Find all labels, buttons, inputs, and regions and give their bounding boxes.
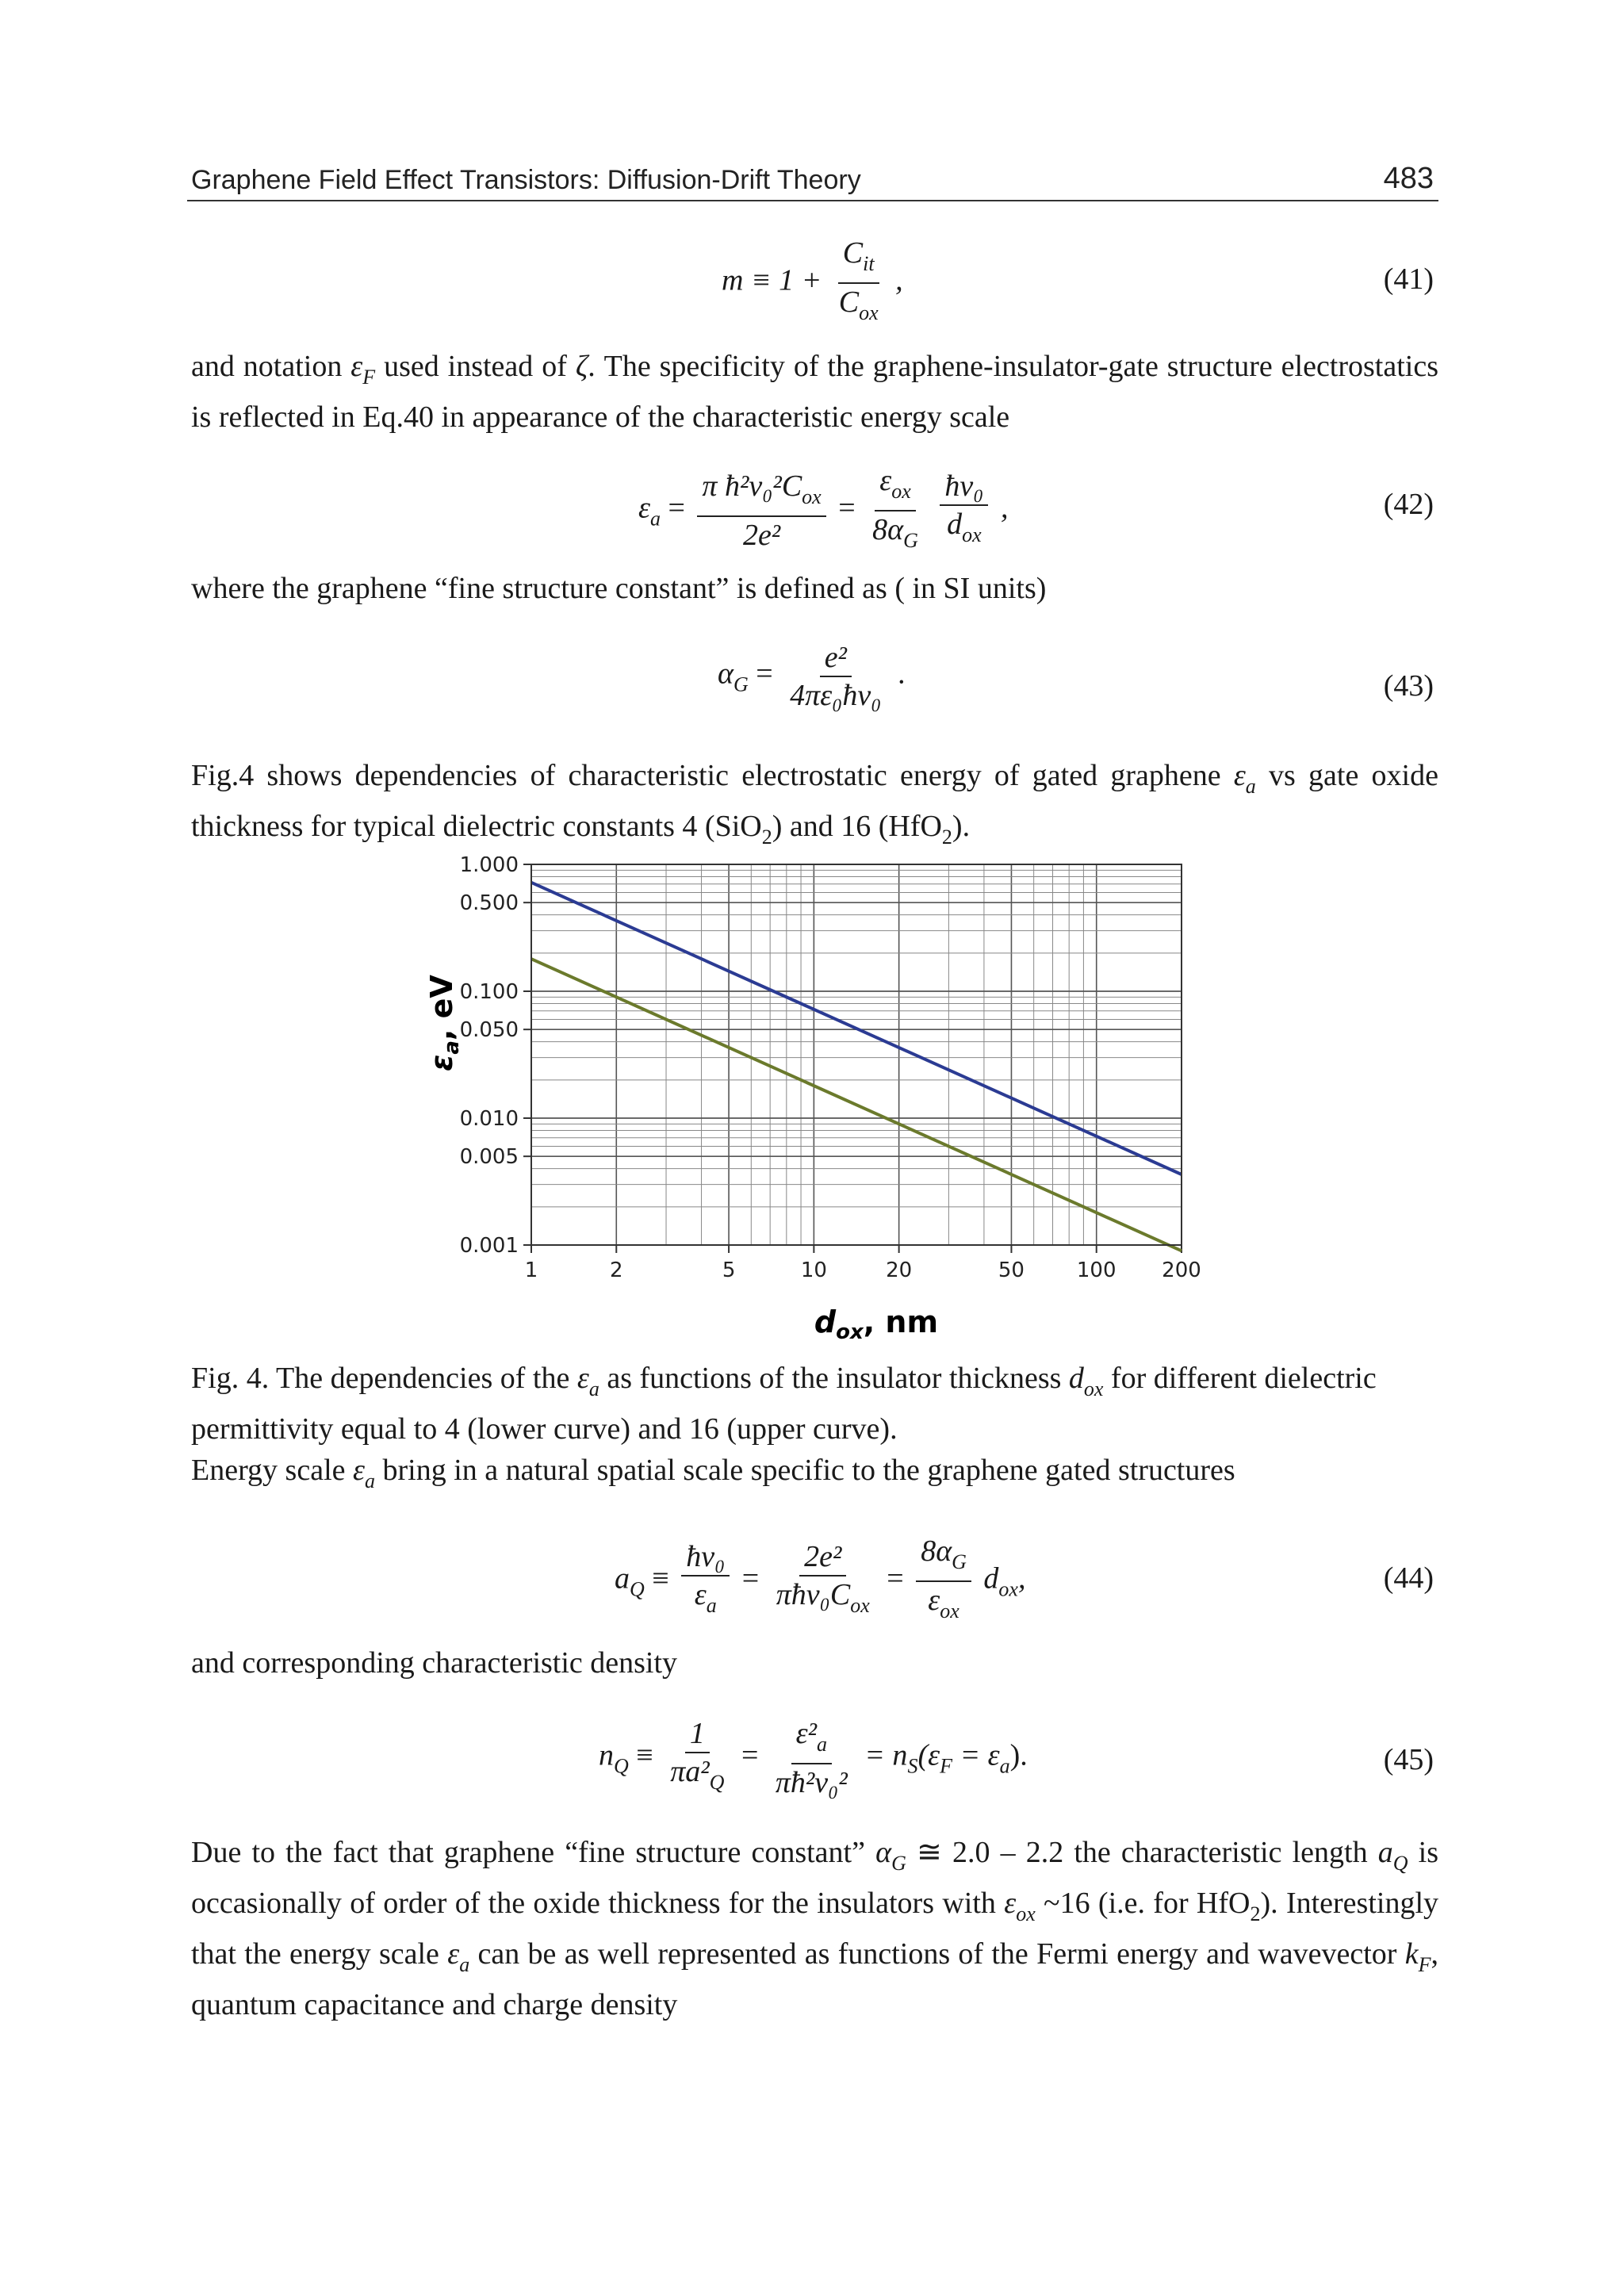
equation-45: $n_Q$ ≡ $\frac{1}{\pi a^2_Q}$ = $\frac{\varepsilon^2_a}{\text{πħ²v₀²}}$ = $n_S(\varepsilon_F = \varepsilon_a)$. <box>599 1717 1028 1799</box>
header-rule <box>187 200 1438 201</box>
paragraph-5: and corresponding characteristic density <box>191 1646 678 1680</box>
equation-41: m ≡ 1 + $\frac{C_{it}}{C_{ox}}$ , <box>722 236 903 324</box>
x-tick-label: 20 <box>886 1259 913 1282</box>
y-tick-label: 0.001 <box>459 1234 519 1258</box>
x-tick-label: 1 <box>524 1259 538 1282</box>
equation-number-41: (41) <box>1383 262 1434 296</box>
y-tick-label: 0.005 <box>459 1145 519 1170</box>
figure-4-chart <box>412 856 1213 1348</box>
x-tick-label: 200 <box>1162 1259 1201 1282</box>
paragraph-4: Energy scale $\varepsilon_a$ bring in a natural spatial scale specific to the graphene gated structures <box>191 1454 1235 1492</box>
x-tick-label: 5 <box>722 1259 736 1282</box>
y-tick-label: 1.000 <box>459 856 519 877</box>
paragraph-1: and notation $\varepsilon_F$ used instead of ζ. The specificity of the graphene-insulator-gate structure electrostatics is reflected in Eq.40 in appearance of the characteristic energy scale <box>191 350 1439 434</box>
y-tick-label: 0.010 <box>459 1107 519 1131</box>
equation-43: $\alpha_G$ = $\frac{\text{e²}}{\text{4πε₀ħv₀}}$ . <box>718 641 906 712</box>
paragraph-6: Due to the fact that graphene “fine structure constant” $\alpha_G$ ≅ 2.0 – 2.2 the characteristic length $a_Q$ is occasionally of order of the oxide thickness for the insulators with $\varepsilon_{ox}$ ~16 (i.e. for HfO$_2$). Interestingly that the energy scale $\varepsilon_a$ can be as well represented as functions of the Fermi energy and wavevector $k_F$, quantum capacitance and charge density <box>191 1836 1439 2021</box>
plot-frame <box>531 864 1182 1245</box>
running-title: Graphene Field Effect Transistors: Diffusion-Drift Theory <box>191 165 861 195</box>
chart-ticks <box>460 856 1201 1282</box>
y-tick-label: 0.500 <box>459 891 519 916</box>
page-number: 483 <box>1383 162 1434 195</box>
x-tick-label: 2 <box>610 1259 623 1282</box>
equation-number-45: (45) <box>1383 1743 1434 1776</box>
equation-number-44: (44) <box>1383 1561 1434 1595</box>
x-tick-label: 100 <box>1076 1259 1116 1282</box>
chart-series <box>531 883 1182 1251</box>
paragraph-2: where the graphene “fine structure constant” is defined as ( in SI units) <box>191 572 1047 605</box>
equation-number-42: (42) <box>1383 488 1434 521</box>
figure-4-caption: Fig. 4. The dependencies of the $\varepsilon_a$ as functions of the insulator thickness $d_{ox}$ for different dielectric permittivity equal to 4 (lower curve) and 16 (upper curve). <box>191 1362 1377 1446</box>
y-tick-label: 0.050 <box>459 1018 519 1043</box>
x-tick-label: 10 <box>800 1259 827 1282</box>
equation-44: $a_Q$ ≡ $\frac{\text{ħv₀}}{\varepsilon_a}$ = $\frac{\text{2e²}}{\pi ħv_0C_{ox}}$ = $\frac{8\alpha_G}{\varepsilon_{ox}}$ $d_{ox}$, <box>615 1534 1026 1622</box>
paragraph-3: Fig.4 shows dependencies of characteristic electrostatic energy of gated graphene $\varepsilon_a$ vs gate oxide thickness for typical dielectric constants 4 (SiO$_2$) and 16 (HfO$_2$). <box>191 759 1438 849</box>
chart-grid <box>531 864 1182 1245</box>
y-axis-label: $\varepsilon_a$, eV <box>424 975 464 1071</box>
equation-number-43: (43) <box>1383 669 1434 703</box>
x-tick-label: 50 <box>998 1259 1025 1282</box>
x-axis-label: $d_{ox}$, nm <box>814 1304 939 1344</box>
equation-42: $\varepsilon_a$ = $\frac{\pi ħ^2v_0^2C_{ox}}{\text{2e²}}$ = $\frac{\varepsilon_{ox}}{8\alpha_G}$ $\frac{\text{ħv₀}}{d_{ox}}$ , <box>638 464 1009 552</box>
y-tick-label: 0.100 <box>459 980 519 1004</box>
